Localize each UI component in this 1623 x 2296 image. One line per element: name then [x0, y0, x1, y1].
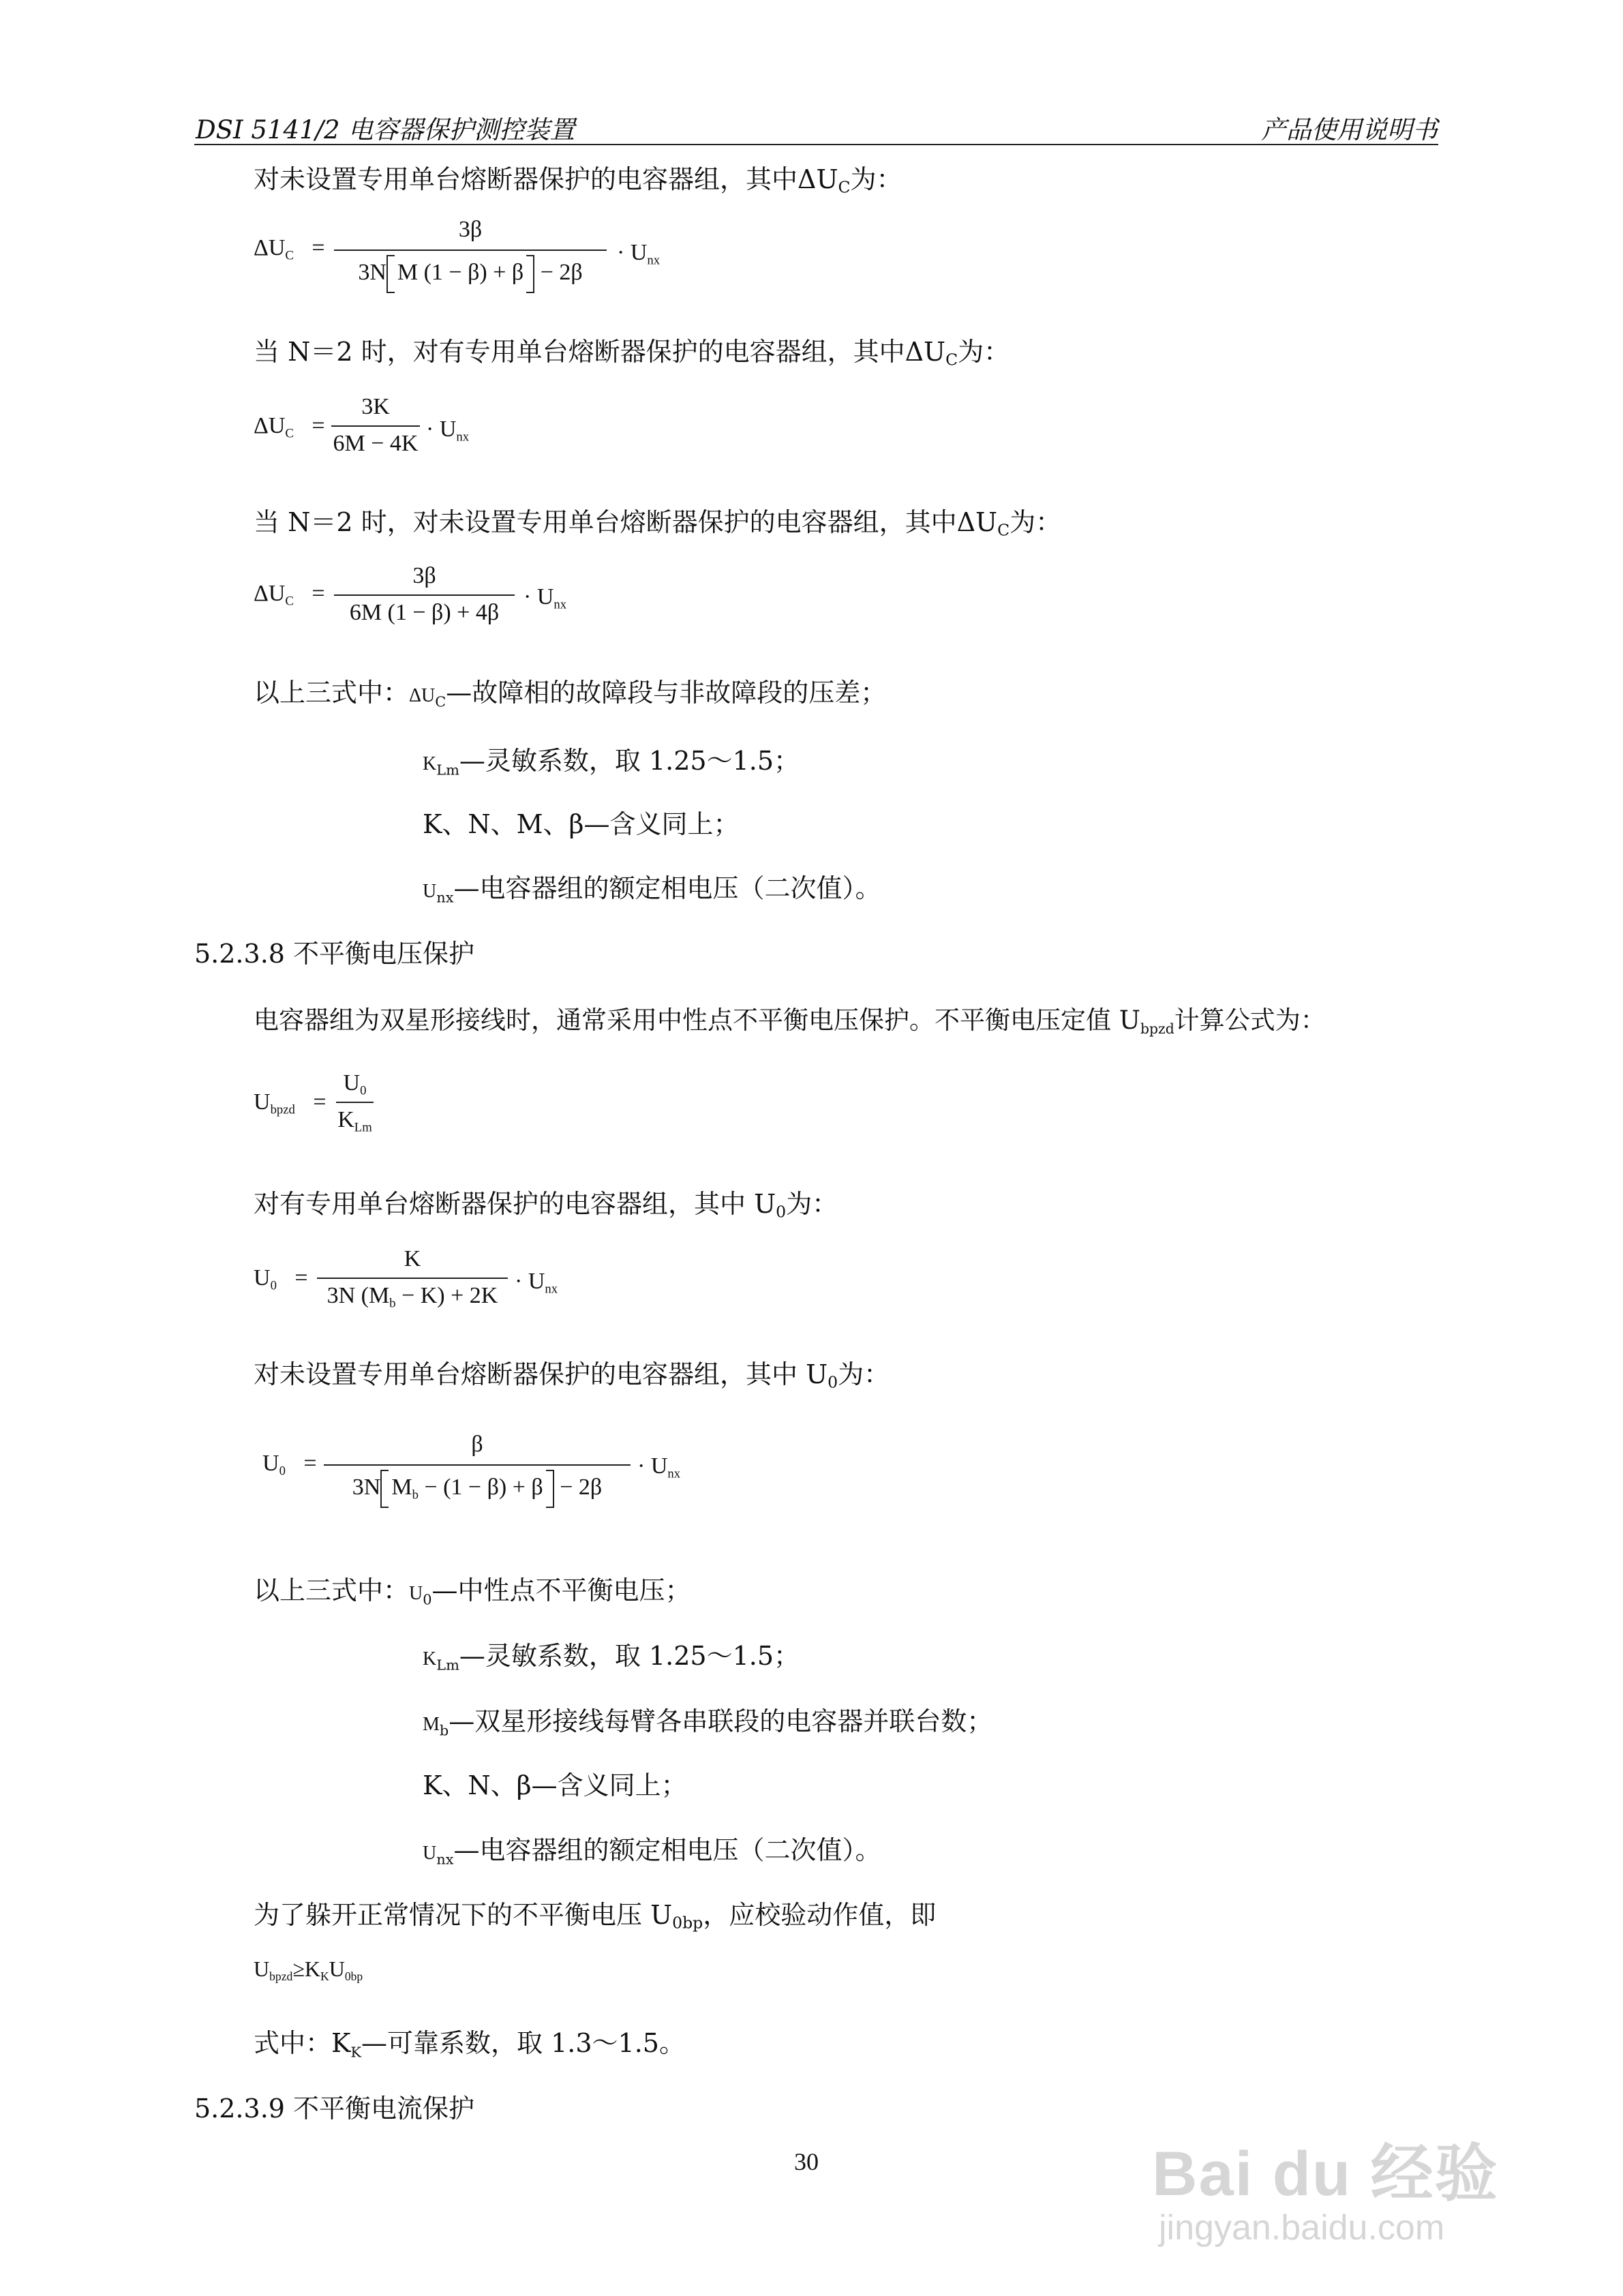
paragraph: 式中：KK—可靠系数，取 1.3～1.5。 — [254, 2028, 685, 2061]
formula-rhs: · Unx — [637, 1453, 681, 1481]
definition-item: KLm—灵敏系数，取 1.25～1.5； — [423, 1641, 800, 1674]
formula-rhs: · Unx — [426, 417, 470, 444]
definition-lead: 以上三式中：ΔUC—故障相的故障段与非故障段的压差； — [254, 678, 887, 710]
watermark-logo: Bai du 经验 — [1152, 2139, 1499, 2209]
formula-delta-uc-3: ΔUC = — [254, 581, 325, 609]
definition-item: K、N、M、β—含义同上； — [423, 809, 740, 839]
fraction: K 3N (Mb − K) + 2K — [317, 1246, 508, 1314]
fraction: 3K 6M − 4K — [331, 394, 420, 462]
fraction: 3β 3N M (1 − β) + β − 2β — [334, 217, 607, 299]
page-number: 30 — [794, 2148, 819, 2175]
formula-rhs: · Unx — [617, 240, 661, 268]
section-heading: 5.2.3.8 不平衡电压保护 — [194, 939, 475, 969]
definition-item: KLm—灵敏系数，取 1.25～1.5； — [423, 746, 800, 779]
paragraph: 电容器组为双星形接线时，通常采用中性点不平衡电压保护。不平衡电压定值 Ubpzd计算公式为： — [254, 1006, 1326, 1038]
paragraph: 对未设置专用单台熔断器保护的电容器组，其中$\Delta U_C$为： — [254, 164, 902, 197]
formula-u0-2: U0 = — [262, 1451, 317, 1479]
definition-item: Mb—双星形接线每臂各串联段的电容器并联台数； — [423, 1706, 993, 1739]
fraction: U0 KLm — [336, 1070, 374, 1138]
paragraph: 对有专用单台熔断器保护的电容器组，其中 $U_0$为： — [254, 1189, 838, 1222]
watermark-url: jingyan.baidu.com — [1159, 2208, 1445, 2248]
formula-rhs: · Unx — [515, 1269, 558, 1297]
formula-rhs: · Unx — [524, 584, 567, 612]
formula-u0-1: U0 = — [254, 1265, 308, 1293]
definition-item: Unx—电容器组的额定相电压（二次值）。 — [423, 1835, 881, 1868]
paragraph: 对未设置专用单台熔断器保护的电容器组，其中 $U_0$为： — [254, 1359, 890, 1392]
formula-ubpzd: Ubpzd = — [254, 1089, 327, 1117]
formula-delta-uc-1: ΔUC = — [254, 235, 325, 263]
formula-delta-uc-2: ΔUC = — [254, 413, 325, 441]
inequality: Ubpzd≥KKU0bp — [254, 1957, 363, 1984]
definition-lead: 以上三式中：U0—中性点不平衡电压； — [254, 1575, 691, 1608]
paragraph: 为了躲开正常情况下的不平衡电压 $U_{0bp}$，应校验动作值，即 — [254, 1900, 937, 1933]
section-heading: 5.2.3.9 不平衡电流保护 — [194, 2094, 475, 2124]
header-left: DSI 5141/2 电容器保护测控装置 — [196, 115, 575, 145]
fraction: β 3N Mb − (1 − β) + β − 2β — [324, 1432, 631, 1513]
header-rule — [194, 144, 1438, 145]
paragraph: 当 N＝2 时，对有专用单台熔断器保护的电容器组，其中$\Delta U_C$为： — [254, 337, 1010, 369]
definition-item: Unx—电容器组的额定相电压（二次值）。 — [423, 873, 881, 906]
definition-item: K、N、β—含义同上； — [423, 1770, 687, 1800]
paragraph: 当 N＝2 时，对未设置专用单台熔断器保护的电容器组，其中$\Delta U_C$为： — [254, 507, 1062, 540]
fraction: 3β 6M (1 − β) + 4β — [334, 563, 515, 631]
header-right: 产品使用说明书 — [1261, 115, 1438, 145]
